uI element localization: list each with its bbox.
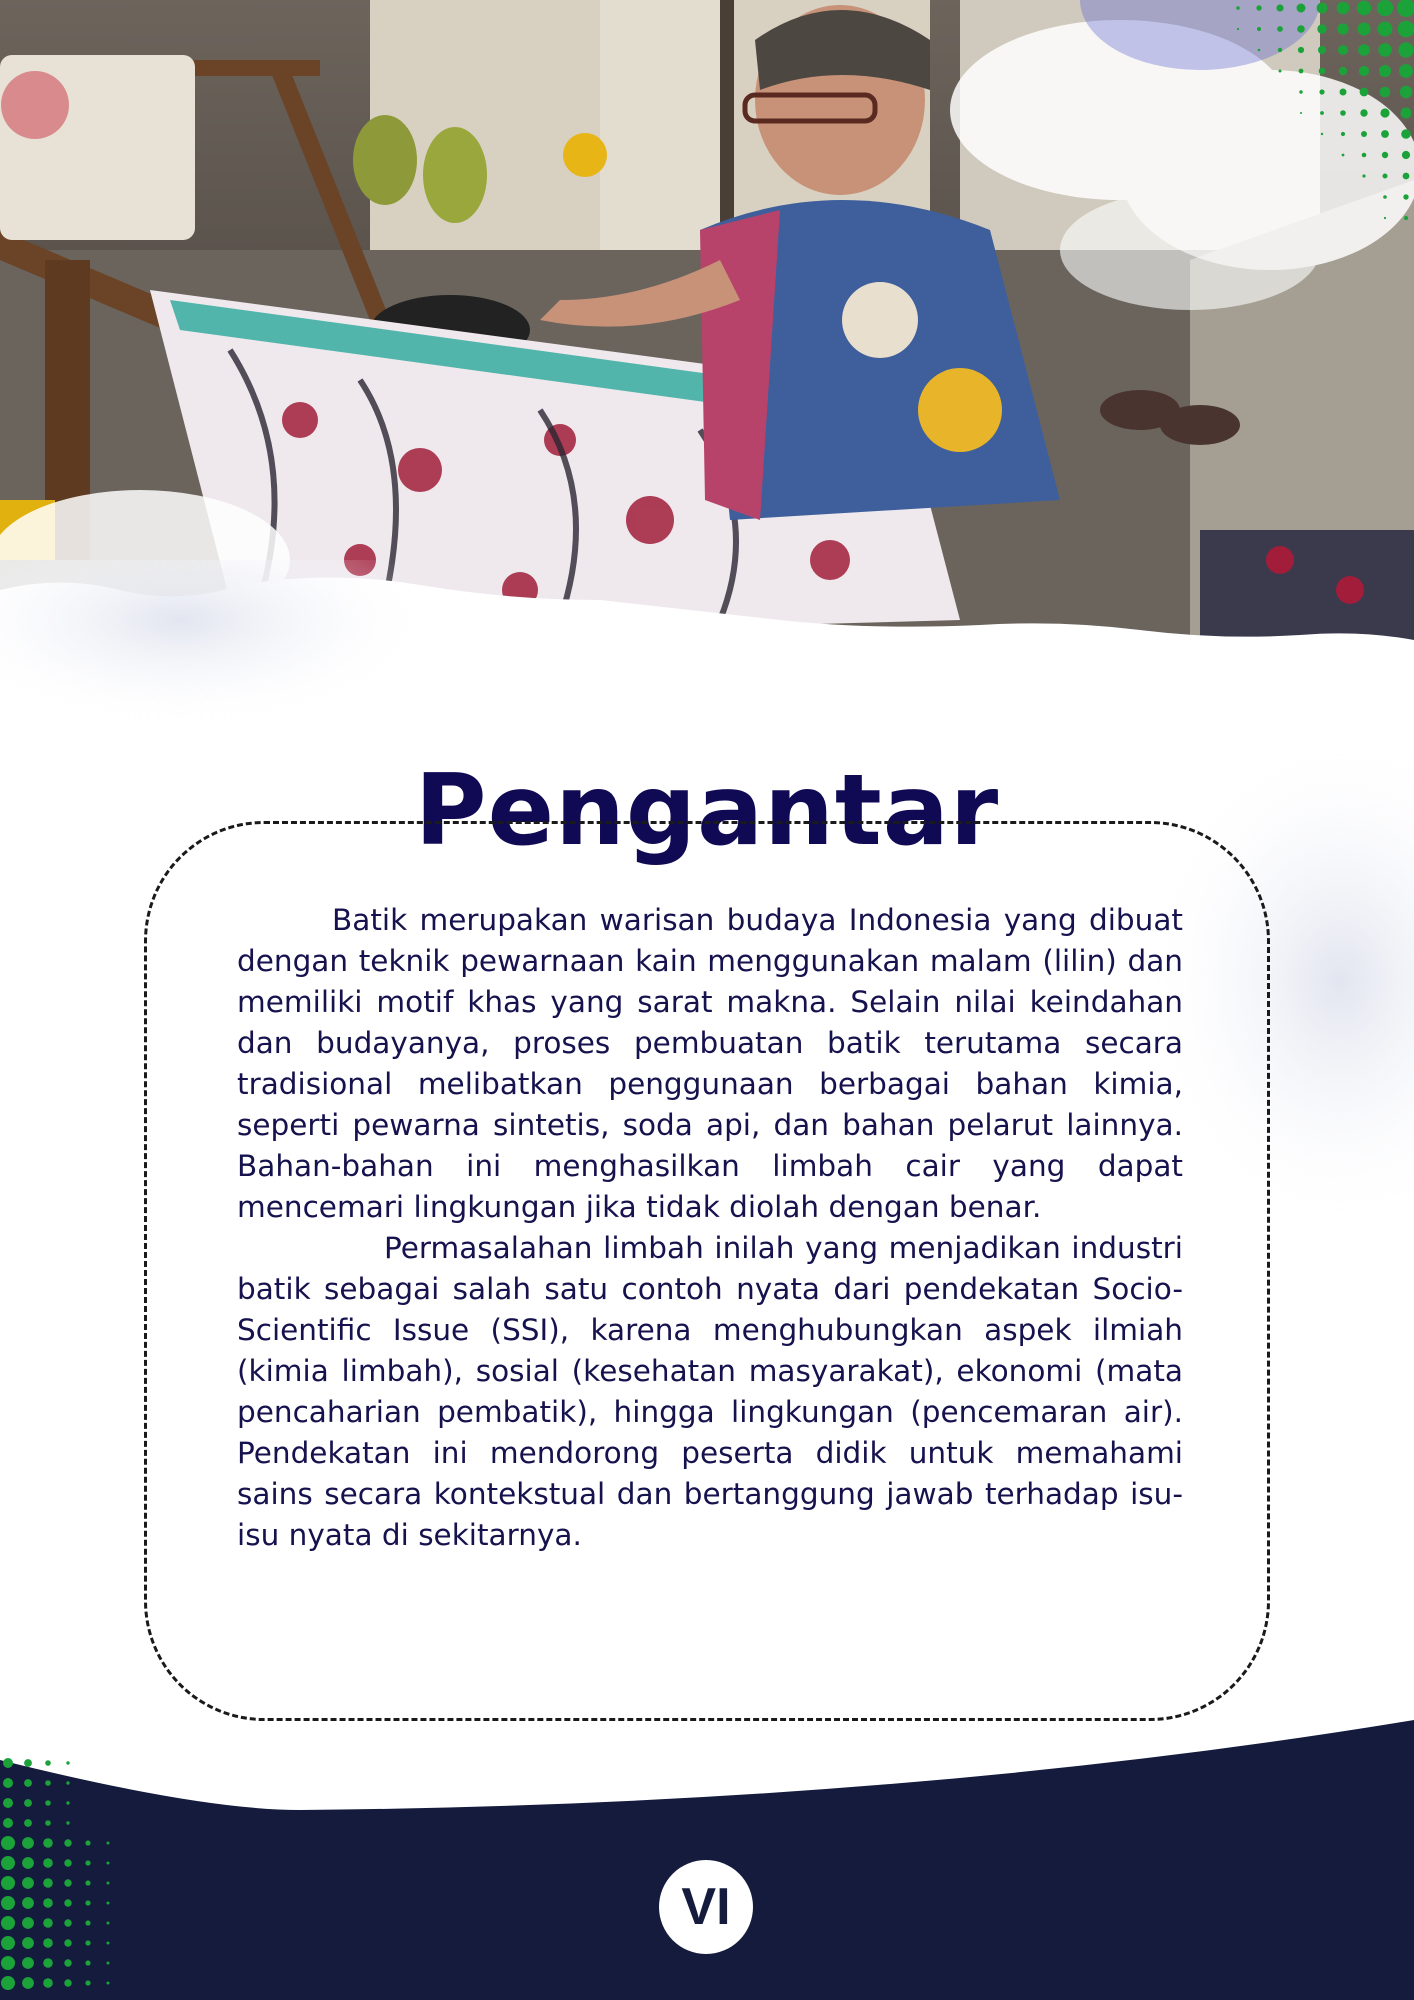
intro-text bbox=[237, 900, 1183, 1556]
paragraph-1: Batik merupakan warisan budaya Indonesia yang dibuat dengan teknik pewarnaan kain menggunakan malam (lilin) dan memiliki motif khas yang sarat makna. Selain nilai keindahan dan budayanya, proses pembuatan batik terutama secara tradisional melibatkan penggunaan berbagai bahan kimia, seperti pewarna sintetis, soda api, dan bahan pelarut lainnya. Bahan-bahan ini menghasilkan limbah cair yang dapat mencemari lingkungan jika tidak diolah dengan benar. bbox=[237, 903, 1183, 1224]
paragraph-2: Permasalahan limbah inilah yang menjadikan industri batik sebagai salah satu contoh nyata dari pendekatan Socio-Scientific Issue (SSI), karena menghubungkan aspek ilmiah (kimia limbah), sosial (kesehatan masyarakat), ekonomi (mata pencaharian pembatik), hingga lingkungan (pencemaran air). Pendekatan ini mendorong peserta didik untuk memahami sains secara kontekstual dan bertanggung jawab terhadap isu-isu nyata di sekitarnya. bbox=[237, 1231, 1183, 1552]
footer-band bbox=[0, 1700, 1414, 2000]
text-frame bbox=[144, 821, 1270, 1721]
page-title: Pengantar bbox=[414, 753, 1000, 868]
dot-pattern-top bbox=[1200, 0, 1414, 240]
dot-pattern-bottom bbox=[0, 1755, 130, 2000]
page-number: VI bbox=[659, 1860, 753, 1954]
